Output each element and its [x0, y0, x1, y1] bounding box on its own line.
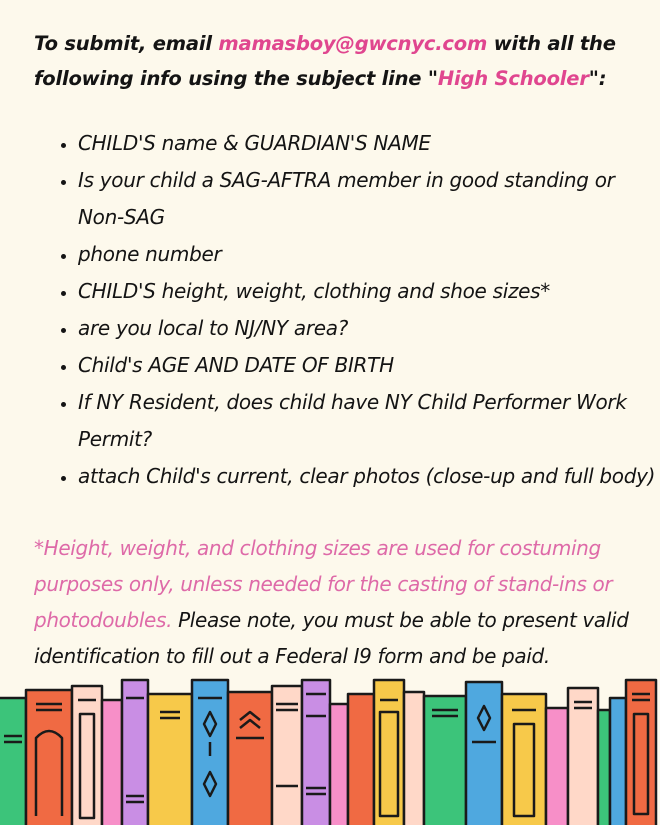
submission-instructions — [34, 26, 634, 96]
book — [348, 694, 374, 825]
submission-email-link[interactable]: mamasboy@gwcnyc.com — [218, 32, 488, 55]
intro-text-3: ": — [588, 67, 607, 90]
intro-text-2: with all the following info using the subject line " — [34, 32, 616, 90]
book — [502, 694, 546, 825]
book — [148, 694, 192, 825]
list-item: • If NY Resident, does child have NY Child Performer Work Permit? — [78, 384, 658, 458]
subject-line: High Schooler — [437, 67, 589, 90]
list-item: • phone number — [78, 236, 658, 273]
list-item: • Child's AGE AND DATE OF BIRTH — [78, 347, 658, 384]
intro-text: To submit, email — [34, 32, 219, 55]
sizes-disclaimer: *Height, weight, and clothing sizes are used for costuming purposes only, unless needed for the casting of stand-ins or photodoubles. — [34, 536, 613, 632]
list-item: • Is your child a SAG-AFTRA member in good standing or Non-SAG — [78, 162, 658, 236]
id-requirement-note: Please note, you must be able to present valid identification to fill out a Federal I9 form and be paid. — [34, 608, 629, 668]
list-item: • CHILD'S name & GUARDIAN'S NAME — [78, 125, 658, 162]
list-item: • attach Child's current, clear photos (close-up and full body) — [78, 458, 658, 495]
list-item: • are you local to NJ/NY area? — [78, 310, 658, 347]
book — [626, 680, 656, 825]
book — [598, 710, 610, 825]
book — [404, 692, 424, 825]
book — [302, 680, 330, 825]
bookshelf-illustration — [0, 676, 660, 825]
book — [374, 680, 404, 825]
requirements-list — [44, 125, 658, 495]
book — [0, 698, 26, 825]
book — [330, 704, 348, 825]
book — [72, 686, 102, 825]
book — [546, 708, 568, 825]
book — [102, 700, 122, 825]
footnote — [34, 530, 634, 674]
book — [272, 686, 302, 825]
list-item: • CHILD'S height, weight, clothing and shoe sizes* — [78, 273, 658, 310]
book — [610, 698, 626, 825]
book — [466, 682, 502, 825]
